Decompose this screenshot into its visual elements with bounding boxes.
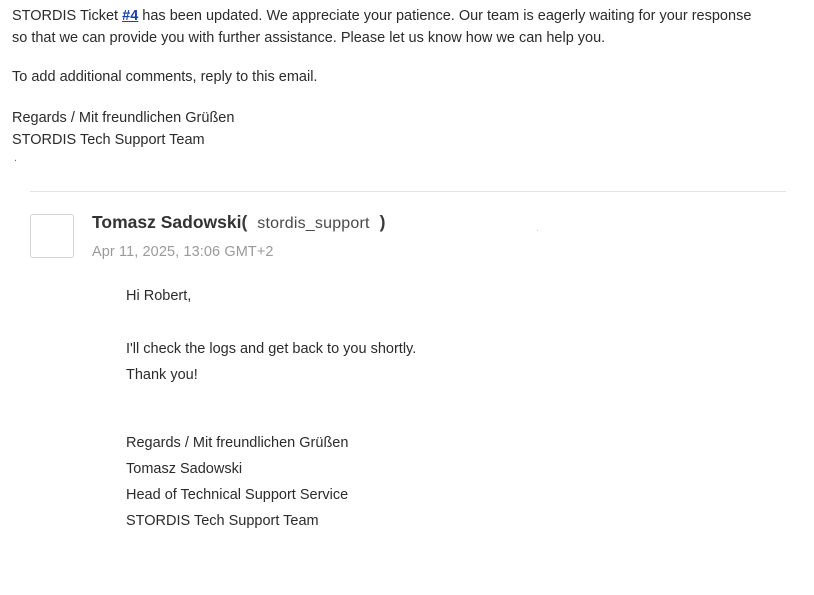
notification-paragraph	[12, 6, 764, 49]
spacer	[12, 49, 774, 67]
comment-signature-line: STORDIS Tech Support Team	[126, 512, 319, 529]
comment-block	[12, 210, 774, 534]
comment-signature-line: Head of Technical Support Service	[126, 486, 349, 503]
paren-open: (	[241, 211, 248, 232]
comment-line-1: I'll check the logs and get back to you shortly.	[126, 340, 417, 357]
comment-signature-line: Regards / Mit freundlichen Grüßen	[126, 434, 349, 451]
avatar	[30, 214, 74, 258]
notification-body: has been updated. We appreciate your patience. Our team is eagerly waiting for your response so that we can provide you with further assistance. Please let us know how we can help you.	[12, 8, 752, 46]
comment-author-name: Tomasz Sadowski	[92, 211, 242, 232]
comment-signature-line: Tomasz Sadowski	[126, 460, 243, 477]
spacer	[12, 89, 774, 107]
spacer	[126, 307, 774, 338]
comment-line-2: Thank you!	[126, 366, 198, 383]
section-divider	[30, 191, 786, 192]
comment-greeting: Hi Robert,	[126, 287, 192, 304]
spacer	[126, 386, 774, 430]
comment-header-text	[92, 210, 386, 263]
comment-author-handle: stordis_support	[257, 214, 370, 232]
notification-trailing-mark: .	[14, 151, 18, 164]
comment-author-line	[92, 210, 386, 236]
comment-faint-mark: .	[536, 221, 540, 234]
notification-team: STORDIS Tech Support Team	[12, 131, 205, 148]
notification-regards: Regards / Mit freundlichen Grüßen	[12, 109, 235, 126]
paren-close: )	[379, 211, 386, 232]
comment-header	[30, 210, 774, 263]
notification-prefix: STORDIS Ticket	[12, 8, 123, 24]
comment-body	[126, 285, 774, 534]
ticket-link[interactable]: #4	[122, 8, 139, 24]
comment-timestamp: Apr 11, 2025, 13:06 GMT+2	[92, 243, 274, 260]
notification-signature	[12, 107, 774, 165]
reply-hint: To add additional comments, reply to this email.	[12, 69, 318, 85]
